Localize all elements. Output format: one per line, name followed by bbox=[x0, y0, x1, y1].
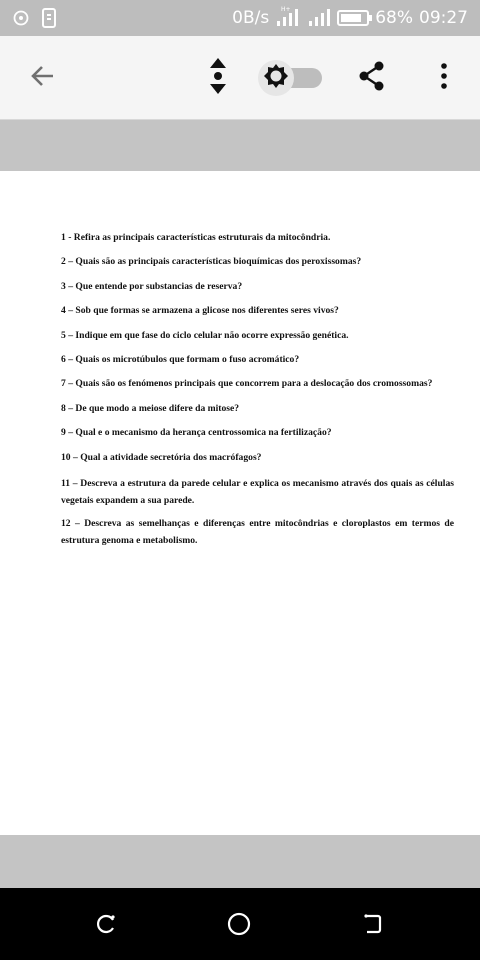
phone-icon bbox=[42, 8, 56, 33]
share-icon bbox=[357, 60, 387, 97]
home-icon bbox=[226, 911, 252, 942]
more-vert-icon bbox=[440, 62, 448, 95]
status-bar bbox=[0, 0, 480, 36]
home-button[interactable] bbox=[219, 906, 259, 946]
navigation-bar bbox=[0, 888, 480, 960]
scroll-up-down-button[interactable] bbox=[196, 56, 240, 100]
share-button[interactable] bbox=[350, 56, 394, 100]
recent-apps-icon bbox=[94, 912, 118, 941]
network-badge: H+ bbox=[281, 5, 291, 13]
question-9: 9 – Qual e o mecanismo da herança centrossomica na fertilização? bbox=[61, 427, 332, 439]
back-button[interactable] bbox=[20, 56, 64, 100]
question-7: 7 – Quais são os fenómenos principais que concorrem para a deslocação dos cromossomas? bbox=[61, 378, 433, 390]
battery-icon bbox=[337, 10, 369, 26]
question-4: 4 – Sob que formas se armazena a glicose nos diferentes seres vivos? bbox=[61, 305, 339, 317]
question-1: 1 - Refira as principais características estruturais da mitocôndria. bbox=[61, 232, 331, 243]
question-12: 12 – Descreva as semelhanças e diferenças entre mitocôndrias e cloroplastos em termos de estrutura genoma e metabolismo. bbox=[61, 517, 454, 546]
battery-level: 68% bbox=[375, 8, 413, 28]
question-10: 10 – Qual a atividade secretória dos macrófagos? bbox=[61, 451, 262, 463]
brightness-toggle[interactable] bbox=[252, 56, 332, 100]
top-toolbar bbox=[0, 36, 480, 120]
signal-2-icon bbox=[307, 5, 331, 32]
signal-1-icon bbox=[275, 5, 301, 32]
clock: 09:27 bbox=[419, 8, 468, 28]
question-list bbox=[61, 231, 454, 555]
toggle-knob bbox=[258, 60, 294, 96]
question-11: 11 – Descreva a estrutura da parede celular e explica os mecanismo através dos quais as células vegetais expandem a sua parede. bbox=[61, 477, 454, 506]
question-6: 6 – Quais os microtúbulos que formam o fuso acromático? bbox=[61, 353, 300, 365]
question-3: 3 – Que entende por substancias de reserva? bbox=[61, 280, 243, 292]
arrow-left-icon bbox=[28, 62, 56, 95]
back-icon bbox=[361, 912, 385, 941]
nav-back-button[interactable] bbox=[353, 906, 393, 946]
up-down-arrows-icon bbox=[208, 56, 228, 101]
question-5: 5 – Indique em que fase do ciclo celular não ocorre expressão genética. bbox=[61, 329, 349, 341]
question-8: 8 – De que modo a meiose difere da mitose? bbox=[61, 402, 240, 414]
more-options-button[interactable] bbox=[422, 56, 466, 100]
document-page bbox=[0, 171, 480, 835]
question-2: 2 – Quais são as principais características bioquímicas dos peroxissomas? bbox=[61, 256, 362, 268]
sync-icon bbox=[12, 9, 30, 32]
brightness-icon bbox=[263, 63, 289, 94]
network-speed: 0B/s bbox=[232, 8, 270, 28]
recent-apps-button[interactable] bbox=[86, 906, 126, 946]
